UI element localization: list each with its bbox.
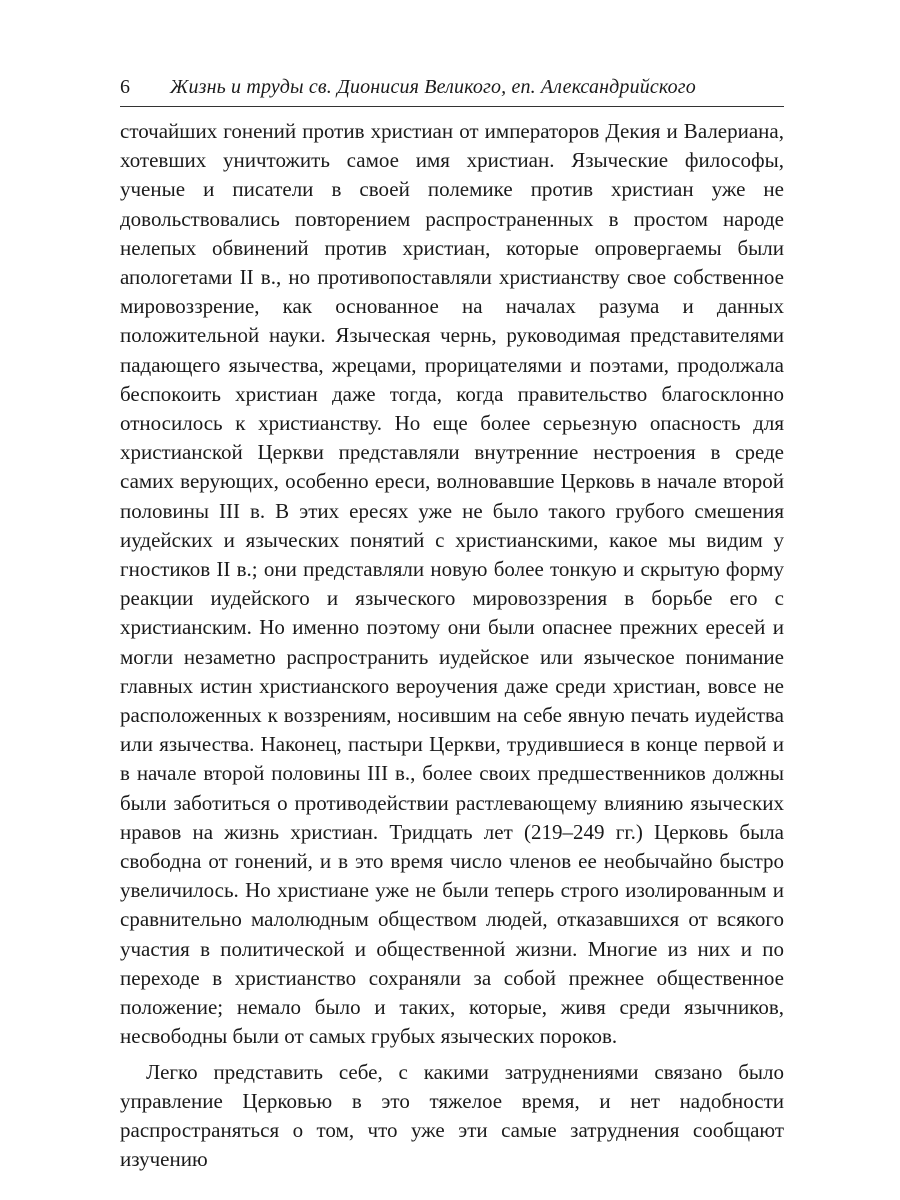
book-page — [120, 74, 784, 1174]
body-text — [120, 117, 784, 1174]
running-title: Жизнь и труды св. Дионисия Великого, еп. Александрийского — [170, 76, 696, 98]
paragraph: Легко представить себе, с какими затруднениями связано было управление Церковью в это тяжелое время, и нет надобности распространяться о том, что уже эти самые затруднения сообщают изучению — [120, 1059, 784, 1172]
paragraph-continued: сточайших гонений против христиан от императоров Декия и Валериана, хотевших уничтожить самое имя христиан. Языческие философы, ученые и писатели в своей полемике против христиан уже не довольствовались повторением распространенных в простом народе нелепых обвинений против христиан, которые опровергаемы были апологетами II в., но противопоставляли христианству свое собственное мировоззрение, как основанное на началах разума и данных положительной науки. Языческая чернь, руководимая представителями падающего язычества, жрецами, прорицателями и поэтами, продолжала беспокоить христиан даже тогда, когда правительство благосклонно относилось к христианству. Но еще более серьезную опасность для христианской Церкви представляли внутренние нестроения в среде самих верующих, особенно ереси, волновавшие Церковь в начале второй половины III в. В этих ересях уже не было такого грубого смешения иудейских и языческих понятий с христианскими, какое мы видим у гностиков II в.; они представляли новую более тонкую и скрытую форму реакции иудейского и языческого мировоззрения в борьбе его с христианским. Но именно поэтому они были опаснее прежних ересей и могли незаметно распространить иудейское или языческое понимание главных истин христианского вероучения даже среди христиан, вовсе не расположенных к воззрениям, носившим на себе явную печать иудейства или язычества. Наконец, пастыри Церкви, трудившиеся в конце первой и в начале второй половины III в., более своих предшественников должны были заботиться о противодействии растлевающему влиянию языческих нравов на жизнь христиан. Тридцать лет (219–249 гг.) Церковь была свободна от гонений, и в это время число членов ее необычайно быстро увеличилось. Но христиане уже не были теперь строго изолированным и сравнительно малолюдным обществом людей, отказавшихся от всякого участия в политической и общественной жизни. Многие из них и по переходе в христианство сохраняли за собой прежнее общественное положение; немало было и таких, которые, живя среди язычников, несвободны были от самых грубых языческих пороков. — [120, 119, 784, 1049]
running-head — [120, 74, 784, 107]
page-number: 6 — [120, 76, 130, 98]
